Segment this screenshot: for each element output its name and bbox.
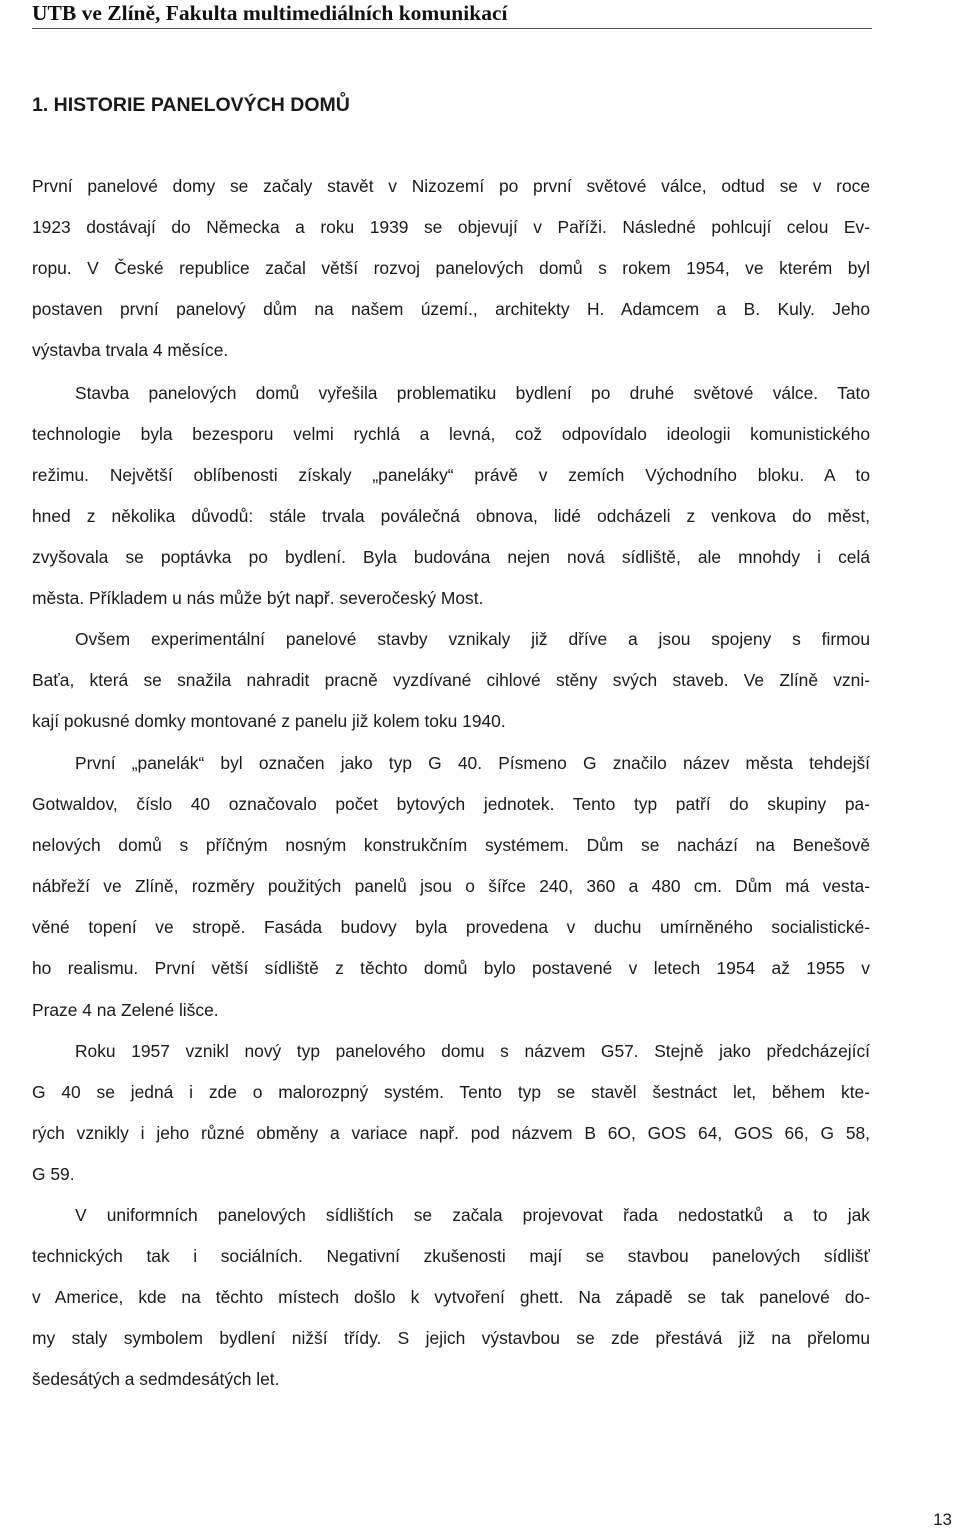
text-line: kají pokusné domky montované z panelu již kolem toku 1940. bbox=[32, 711, 506, 732]
text-line: nábřeží ve Zlíně, rozměry použitých panelů jsou o šířce 240, 360 a 480 cm. Dům má vesta- bbox=[32, 876, 870, 897]
paragraph-2 bbox=[32, 373, 870, 620]
paragraph-5 bbox=[32, 1031, 870, 1195]
text-line: Praze 4 na Zelené lišce. bbox=[32, 999, 219, 1020]
text-line: Roku 1957 vznikl nový typ panelového domu s názvem G57. Stejně jako předcházející bbox=[75, 1041, 870, 1061]
text-line: zvyšovala se poptávka po bydlení. Byla budována nejen nová sídliště, ale mnohdy i celá bbox=[32, 547, 870, 568]
running-header: UTB ve Zlíně, Fakulta multimediálních komunikací bbox=[32, 1, 508, 25]
text-line: První panelové domy se začaly stavět v Nizozemí po první světové válce, odtud se v roce bbox=[32, 176, 870, 196]
text-line: Gotwaldov, číslo 40 označovalo počet bytových jednotek. Tento typ patří do skupiny pa- bbox=[32, 794, 870, 815]
text-line: hned z několika důvodů: stále trvala poválečná obnova, lidé odcházeli z venkova do měst, bbox=[32, 506, 870, 527]
chapter-heading: 1. HISTORIE PANELOVÝCH DOMŮ bbox=[32, 94, 350, 116]
text-line: v Americe, kde na těchto místech došlo k vytvoření ghett. Na západě se tak panelové do- bbox=[32, 1287, 870, 1308]
text-line: Stavba panelových domů vyřešila problematiku bydlení po druhé světové válce. Tato bbox=[75, 383, 870, 403]
text-line: my staly symbolem bydlení nižší třídy. S jejich výstavbou se zde přestává již na přelomu bbox=[32, 1328, 870, 1349]
paragraph-1 bbox=[32, 166, 870, 371]
header-divider bbox=[32, 28, 872, 29]
paragraph-6 bbox=[32, 1195, 870, 1400]
text-line: šedesátých a sedmdesátých let. bbox=[32, 1369, 280, 1390]
text-line: G 40 se jedná i zde o malorozpný systém. Tento typ se stavěl šestnáct let, během kte- bbox=[32, 1082, 870, 1103]
text-line: 1923 dostávají do Německa a roku 1939 se objevují v Paříži. Následné pohlcují celou Ev- bbox=[32, 217, 870, 238]
text-line: režimu. Největší oblíbenosti získaly „paneláky“ právě v zemích Východního bloku. A to bbox=[32, 465, 870, 486]
text-line: ho realismu. První větší sídliště z těchto domů bylo postavené v letech 1954 až 1955 v bbox=[32, 958, 870, 979]
text-line: Baťa, která se snažila nahradit pracně vyzdívané cihlové stěny svých staveb. Ve Zlíně vzni- bbox=[32, 670, 870, 691]
text-line: První „panelák“ byl označen jako typ G 40. Písmeno G značilo název města tehdejší bbox=[75, 753, 870, 773]
page-number: 13 bbox=[933, 1510, 952, 1529]
text-line: věné topení ve stropě. Fasáda budovy byla provedena v duchu umírněného socialistické- bbox=[32, 917, 870, 938]
text-line: postaven první panelový dům na našem území., architekty H. Adamcem a B. Kuly. Jeho bbox=[32, 299, 870, 320]
text-line: technických tak i sociálních. Negativní zkušenosti mají se stavbou panelových sídlišť bbox=[32, 1246, 870, 1267]
paragraph-4 bbox=[32, 743, 870, 1031]
text-line: Ovšem experimentální panelové stavby vznikaly již dříve a jsou spojeny s firmou bbox=[75, 629, 870, 649]
text-line: G 59. bbox=[32, 1164, 75, 1185]
text-line: výstavba trvala 4 měsíce. bbox=[32, 340, 229, 361]
text-line: V uniformních panelových sídlištích se začala projevovat řada nedostatků a to jak bbox=[75, 1205, 870, 1225]
text-line: rých vznikly i jeho různé obměny a variace např. pod názvem B 6O, GOS 64, GOS 66, G 58, bbox=[32, 1123, 870, 1144]
text-line: nelových domů s příčným nosným konstrukčním systémem. Dům se nachází na Benešově bbox=[32, 835, 870, 856]
text-line: ropu. V České republice začal větší rozvoj panelových domů s rokem 1954, ve kterém byl bbox=[32, 258, 870, 279]
text-line: technologie byla bezesporu velmi rychlá a levná, což odpovídalo ideologii komunistického bbox=[32, 424, 870, 445]
paragraph-3 bbox=[32, 619, 870, 742]
text-line: města. Příkladem u nás může být např. severočeský Most. bbox=[32, 588, 484, 609]
